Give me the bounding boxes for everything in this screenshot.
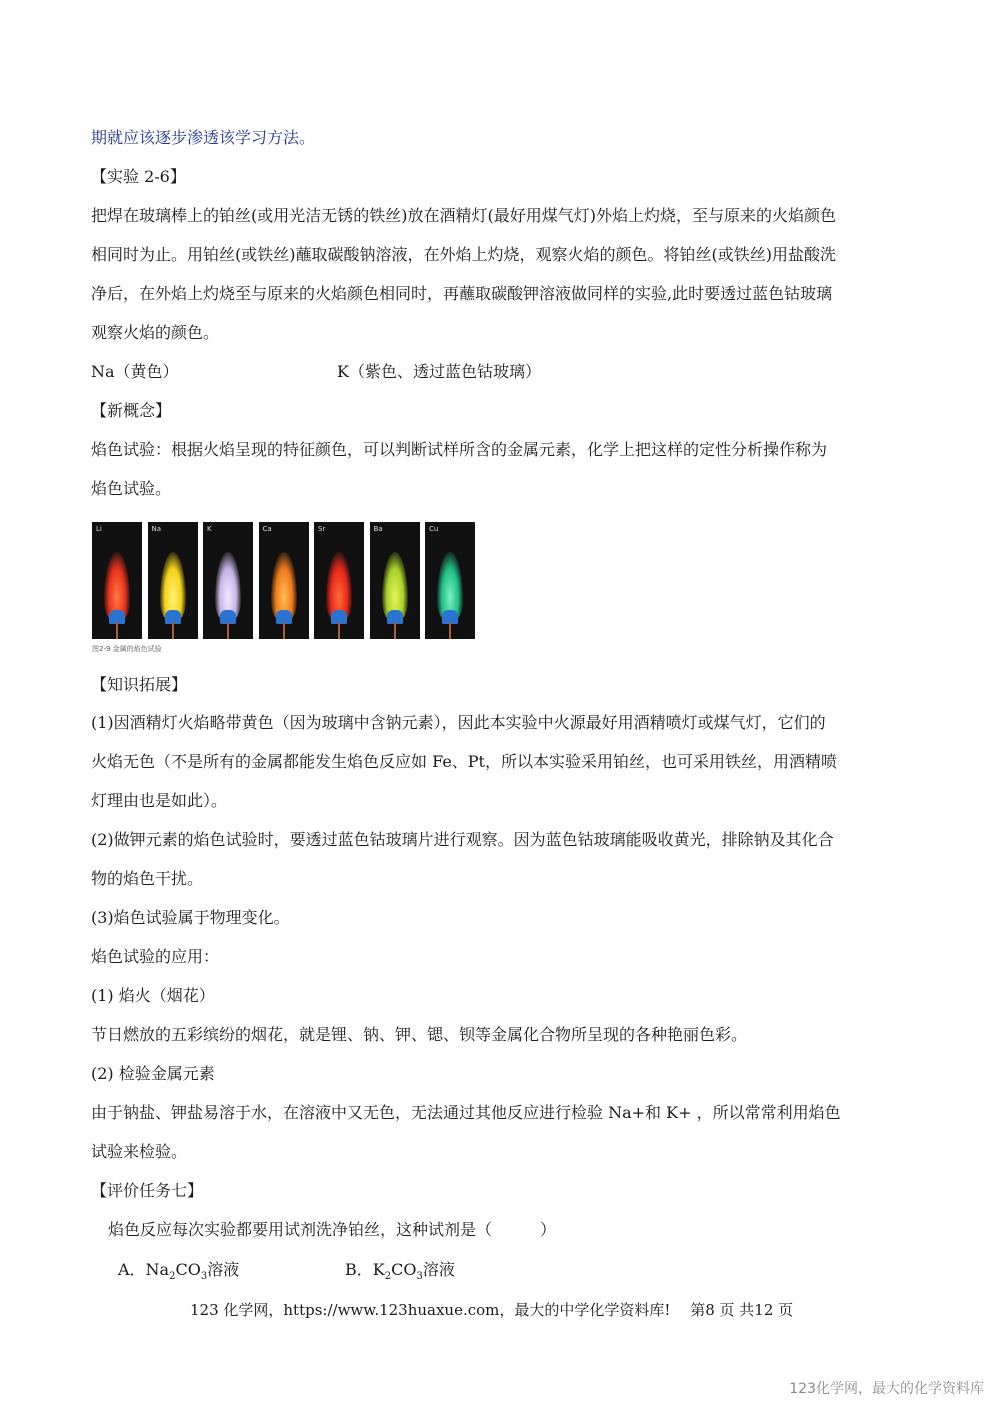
option-b: B．$K_2CO_3$溶液 bbox=[345, 1260, 455, 1283]
extension-line: (1)因酒精灯火焰略带黄色（因为玻璃中含钠元素），因此本实验中火源最好用酒精喷灯或煤气灯，它们的 bbox=[91, 713, 826, 732]
extension-line: 焰色试验的应用： bbox=[91, 947, 220, 966]
option-a: A．$Na_2CO_3$溶液 bbox=[118, 1260, 240, 1283]
extension-line: (2)做钾元素的焰色试验时，要透过蓝色钴玻璃片进行观察。因为蓝色钴玻璃能吸收黄光，排除钠及其化合 bbox=[91, 830, 834, 849]
element-label: Li bbox=[96, 525, 102, 533]
flame-panel bbox=[148, 522, 198, 639]
extension-line: 火焰无色（不是所有的金属都能发生焰色反应如 Fe、Pt，所以本实验采用铂丝，也可采用铁丝，用酒精喷 bbox=[91, 752, 837, 771]
extension-line: 试验来检验。 bbox=[91, 1142, 188, 1161]
flame-panel bbox=[92, 522, 142, 639]
experiment-line: 观察火焰的颜色。 bbox=[91, 323, 220, 342]
element-label: K bbox=[207, 525, 212, 533]
intro-line: 期就应该逐步渗透该学习方法。 bbox=[91, 128, 316, 147]
wire bbox=[172, 622, 174, 639]
flame-test-figure bbox=[92, 518, 478, 656]
task-question: 焰色反应每次实验都要用试剂洗净铂丝，这种试剂是（ ） bbox=[108, 1220, 557, 1239]
concept-line: 焰色试验：根据火焰呈现的特征颜色，可以判断试样所含的金属元素，化学上把这样的定性分析操作称为 bbox=[91, 440, 828, 459]
flame-panel bbox=[203, 522, 253, 639]
figure-caption: 图2-9 金属的焰色试验 bbox=[92, 645, 162, 653]
extension-line: (1) 焰火（烟花） bbox=[91, 986, 215, 1005]
wire bbox=[283, 622, 285, 639]
flame-panel bbox=[370, 522, 420, 639]
flame-panel bbox=[259, 522, 309, 639]
extension-line: 灯理由也是如此）。 bbox=[91, 791, 228, 810]
element-label: Na bbox=[151, 525, 162, 533]
wire bbox=[338, 622, 340, 639]
watermark: 123化学网，最大的化学资料库 bbox=[789, 1381, 984, 1397]
extension-line: (3)焰色试验属于物理变化。 bbox=[91, 908, 290, 927]
k-result: K（紫色、透过蓝色钴玻璃） bbox=[337, 362, 541, 381]
element-label: Cu bbox=[429, 525, 439, 533]
experiment-line: 相同时为止。用铂丝(或铁丝)蘸取碳酸钠溶液，在外焰上灼烧，观察火焰的颜色。将铂丝(或铁丝)用盐酸洗 bbox=[91, 245, 836, 264]
experiment-line: 把焊在玻璃棒上的铂丝(或用光洁无锈的铁丝)放在酒精灯(最好用煤气灯)外焰上灼烧，至与原来的火焰颜色 bbox=[91, 206, 836, 225]
concept-heading: 【新概念】 bbox=[91, 401, 172, 420]
experiment-heading: 【实验 2-6】 bbox=[91, 167, 186, 186]
extension-line: 由于钠盐、钾盐易溶于水，在溶液中又无色，无法通过其他反应进行检验 Na+和 K+ ，所以常常利用焰色 bbox=[91, 1103, 841, 1122]
element-label: Ca bbox=[262, 525, 272, 533]
extension-heading: 【知识拓展】 bbox=[91, 675, 188, 694]
extension-line: (2) 检验金属元素 bbox=[91, 1064, 215, 1083]
flame-panel bbox=[314, 522, 364, 639]
element-label: Sr bbox=[318, 525, 326, 533]
wire bbox=[394, 622, 396, 639]
experiment-line: 净后，在外焰上灼烧至与原来的火焰颜色相同时，再蘸取碳酸钾溶液做同样的实验,此时要透过蓝色钴玻璃 bbox=[91, 284, 833, 303]
task-heading: 【评价任务七】 bbox=[91, 1181, 204, 1200]
wire bbox=[449, 622, 451, 639]
element-label: Ba bbox=[373, 525, 383, 533]
extension-line: 物的焰色干扰。 bbox=[91, 869, 204, 888]
wire bbox=[227, 622, 229, 639]
page-footer: 123 化学网，https://www.123huaxue.com，最大的中学化学资料库! 第8 页 共12 页 bbox=[190, 1301, 794, 1319]
extension-line: 节日燃放的五彩缤纷的烟花，就是锂、钠、钾、锶、钡等金属化合物所呈现的各种艳丽色彩。 bbox=[91, 1025, 748, 1044]
na-result: Na（黄色） bbox=[91, 362, 179, 381]
concept-line: 焰色试验。 bbox=[91, 479, 172, 498]
wire bbox=[116, 622, 118, 639]
flame-panel bbox=[425, 522, 475, 639]
